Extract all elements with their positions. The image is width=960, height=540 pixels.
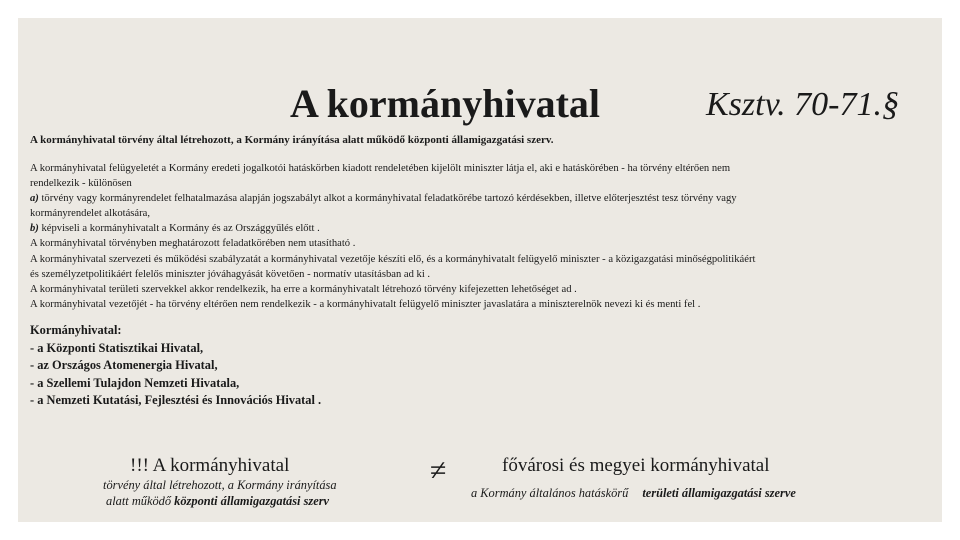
body-line: A kormányhivatal területi szervekkel akkor rendelkezik, ha erre a kormányhivatalt létrehozó törvény kifejezetten lehetőséget ad .: [30, 283, 577, 295]
law-reference: Ksztv. 70-71.§: [706, 86, 899, 123]
body-line-a: [30, 191, 930, 206]
definition-text: A kormányhivatal törvény által létrehozott, a Kormány irányítása alatt működő központi államigazgatási szerv.: [30, 134, 554, 146]
body-line: A kormányhivatal szervezeti és működési szabályzatát a kormányhivatal vezetője készíti elő, és a kormányhivatalt felügyelő miniszter - a közigazgatási minőségpolitikáért: [30, 253, 756, 265]
body-line-text: képviseli a kormányhivatalt a Kormány és az Országgyűlés előtt .: [41, 223, 320, 235]
compare-right-title: fővárosi és megyei kormányhivatal: [502, 455, 770, 476]
body-line: A kormányhivatal felügyeletét a Kormány eredeti jogalkotói hatáskörben kiadott rendeletében kijelölt miniszter látja el, aki e hatáskörében - ha törvény eltérően nem: [30, 163, 731, 174]
marker-a: a): [30, 193, 39, 205]
list-item: - a Nemzeti Kutatási, Fejlesztési és Innovációs Hivatal .: [30, 393, 322, 408]
compare-right-sub-bold: területi államigazgatási szerve: [642, 486, 796, 500]
marker-b: b): [30, 223, 39, 235]
compare-left-sub-line1: törvény által létrehozott, a Kormány irányítása: [103, 478, 337, 492]
compare-left-sub-bold: központi államigazgatási szerv: [174, 494, 330, 508]
list-item: - a Központi Statisztikai Hivatal,: [30, 340, 204, 355]
compare-left-sub-text: alatt működő: [106, 494, 172, 508]
body-line: A kormányhivatal törvényben meghatározott feladatkörében nem utasítható .: [30, 238, 356, 250]
list-heading: Kormányhivatal:: [30, 323, 122, 337]
body-text: [30, 161, 930, 312]
body-line-b: [30, 221, 930, 236]
compare-right-sub-text: a Kormány általános hatáskörű: [471, 486, 629, 500]
slide: [18, 18, 942, 522]
slide-title: A kormányhivatal: [290, 81, 601, 126]
compare-right-sub: [471, 486, 796, 501]
body-line: kormányrendelet alkotására,: [30, 208, 151, 220]
not-equal-icon: ≠: [430, 454, 447, 487]
body-line-text: törvény vagy kormányrendelet felhatalmazása alapján jogszabályt alkot a kormányhivatal feladatkörébe tartozó kérdésekben, illetve előterjesztést tesz törvény vagy: [41, 193, 737, 205]
compare-left-title: !!! A kormányhivatal: [130, 455, 290, 476]
body-line: és személyzetpolitikáért felelős miniszter jóváhagyását követően - normatív utasításban ad ki .: [30, 268, 431, 280]
list-item: - a Szellemi Tulajdon Nemzeti Hivatala,: [30, 375, 240, 390]
office-list: [30, 322, 321, 410]
list-item: - az Országos Atomenergia Hivatal,: [30, 358, 218, 373]
body-line: rendelkezik - különösen: [30, 178, 132, 190]
body-line: A kormányhivatal vezetőjét - ha törvény eltérően nem rendelkezik - a kormányhivatalt felügyelő miniszter javaslatára a miniszterelnök nevezi ki és menti fel .: [30, 298, 701, 310]
compare-left-sub-line2: [106, 494, 329, 509]
